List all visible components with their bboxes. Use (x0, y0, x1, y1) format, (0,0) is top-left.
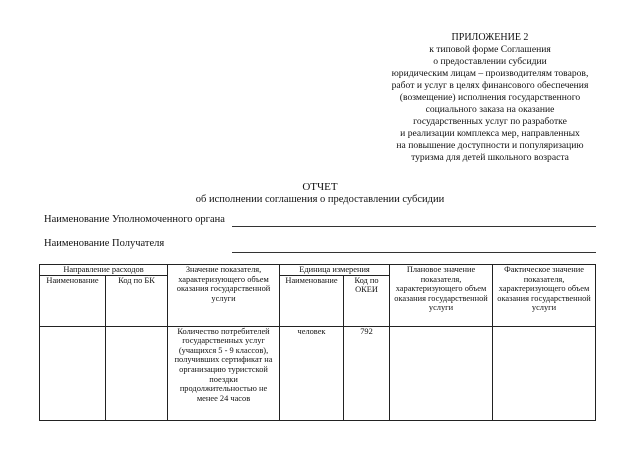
cell-okei-code: 792 (344, 326, 390, 420)
appendix-line: на повышение доступности и популяризацию (396, 140, 584, 151)
table-row (40, 326, 596, 420)
cell-name[interactable] (40, 326, 106, 420)
recipient-fill-line[interactable] (232, 252, 596, 253)
appendix-line: к типовой форме Соглашения (429, 44, 551, 55)
appendix-line: о предоставлении субсидии (433, 56, 547, 67)
appendix-line: работ и услуг в целях финансового обеспечения (391, 80, 589, 91)
report-table (39, 264, 596, 421)
header-bk-code: Код по БК (106, 275, 168, 326)
header-planned-value: Плановое значение показателя, характеризующего объем оказания государственной услуги (390, 265, 493, 327)
header-unit: Единица измерения (280, 265, 390, 276)
report-subtitle: об исполнении соглашения о предоставлении субсидии (195, 194, 445, 205)
header-indicator-value: Значение показателя, характеризующего объем оказания государственной услуги (168, 265, 280, 327)
appendix-line: государственных услуг по разработке (413, 116, 567, 127)
appendix-heading: ПРИЛОЖЕНИЕ 2 (451, 32, 529, 43)
appendix-block (370, 32, 610, 164)
cell-unit-name: человек (280, 326, 344, 420)
authority-label: Наименование Уполномоченного органа (44, 214, 225, 225)
header-unit-name: Наименование (280, 275, 344, 326)
header-okei-code: Код по ОКЕИ (344, 275, 390, 326)
appendix-line: юридическим лицам – производителям товаров, (391, 68, 589, 79)
appendix-line: туризма для детей школьного возраста (411, 152, 569, 163)
cell-actual[interactable] (493, 326, 596, 420)
cell-indicator: Количество потребителей государственных услуг (учащихся 5 - 9 классов), получивших сертификат на организацию туристской поездки продолжительностью не менее 24 часов (168, 326, 280, 420)
recipient-label: Наименование Получателя (44, 238, 165, 249)
appendix-line: (возмещение) исполнения государственного (399, 92, 581, 103)
report-title: ОТЧЕТ (302, 181, 338, 193)
appendix-line: и реализации комплекса мер, направленных (400, 128, 580, 139)
header-actual-value: Фактическое значение показателя, характеризующего объем оказания государственной услуги (493, 265, 596, 327)
header-expense-direction: Направление расходов (40, 265, 168, 276)
header-name: Наименование (40, 275, 106, 326)
appendix-line: социального заказа на оказание (425, 104, 555, 115)
authority-fill-line[interactable] (232, 226, 596, 227)
cell-planned[interactable] (390, 326, 493, 420)
cell-bk-code[interactable] (106, 326, 168, 420)
